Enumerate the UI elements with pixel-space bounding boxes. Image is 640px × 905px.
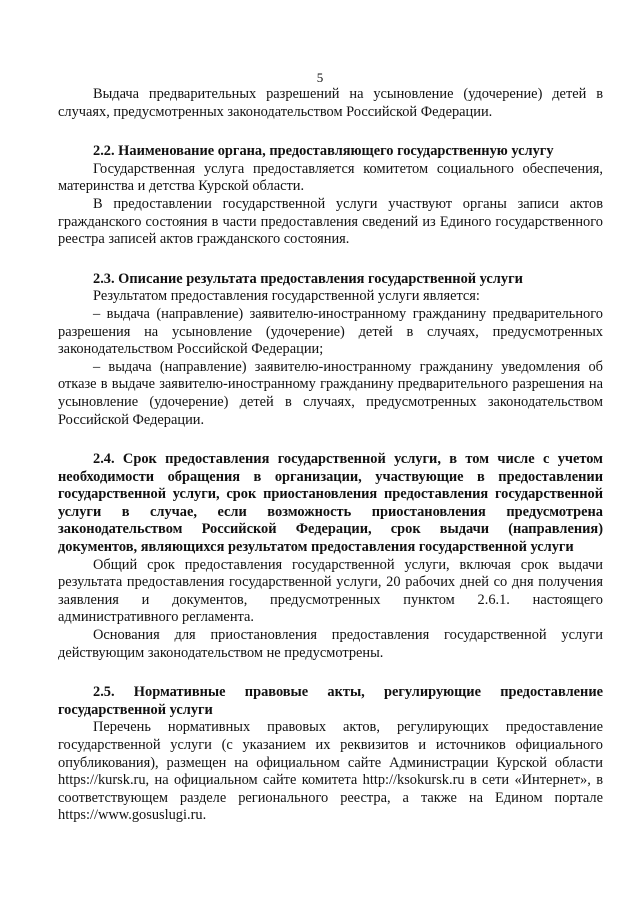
section-2-3-list-item-2: – выдача (направление) заявителю-иностранному гражданину уведомления об отказе в выдаче заявителю-иностранному гражданину предварительного разрешения на усыновление (удочерение) детей в случаях, предусмотренных законодательством Российской Федерации. <box>58 358 603 428</box>
intro-paragraph: Выдача предварительных разрешений на усыновление (удочерение) детей в случаях, предусмотренных законодательством Российской Федерации. <box>58 86 603 120</box>
section-2-5-paragraph-1: Перечень нормативных правовых актов, регулирующих предоставление государственной услуги (с указанием их реквизитов и источников официального опубликования), размещен на официальном сайте Администрации Курской области https://kursk.ru, на официальном сайте комитета http://ksokursk.ru в сети «Интернет», в соответствующем разделе регионального реестра, а также на Едином портале https://www.gosuslugi.ru. <box>58 719 603 824</box>
section-2-4-paragraph-2: Основания для приостановления предоставления государственной услуги действующим законодательством не предусмотрены. <box>58 627 603 661</box>
section-2-4-heading: 2.4. Срок предоставления государственной услуги, в том числе с учетом необходимости обращения в организации, участвующие в предоставлении государственной услуги, срок приостановления предоставления государственной услуги в случае, если возможность приостановления предусмотрена законодательством Российской Федерации, срок выдачи (направления) документов, являющихся результатом предоставления государственной услуги <box>58 451 603 556</box>
section-2-5-heading: 2.5. Нормативные правовые акты, регулирующие предоставление государственной услуги <box>58 684 603 718</box>
section-2-3-heading: 2.3. Описание результата предоставления государственной услуги <box>93 270 523 287</box>
section-2-2-paragraph-2: В предоставлении государственной услуги участвуют органы записи актов гражданского состояния в части предоставления сведений из Единого государственного реестра записей актов гражданского состояния. <box>58 195 603 248</box>
section-2-4-paragraph-1: Общий срок предоставления государственной услуги, включая срок выдачи результата предоставления государственной услуги, 20 рабочих дней со дня получения заявления и документов, предусмотренных пунктом 2.6.1. настоящего административного регламента. <box>58 556 603 626</box>
section-2-3-paragraph-1: Результатом предоставления государственной услуги является: <box>93 288 480 305</box>
section-2-2-paragraph-1: Государственная услуга предоставляется комитетом социального обеспечения, материнства и детства Курской области. <box>58 160 603 195</box>
document-page <box>58 70 603 825</box>
section-2-3-list-item-1: – выдача (направление) заявителю-иностранному гражданину предварительного разрешения на усыновление (удочерение) детей в случаях, предусмотренных законодательством Российской Федерации; <box>58 305 603 358</box>
page-number: 5 <box>316 70 324 85</box>
section-2-2-heading: 2.2. Наименование органа, предоставляющего государственную услугу <box>93 143 554 160</box>
